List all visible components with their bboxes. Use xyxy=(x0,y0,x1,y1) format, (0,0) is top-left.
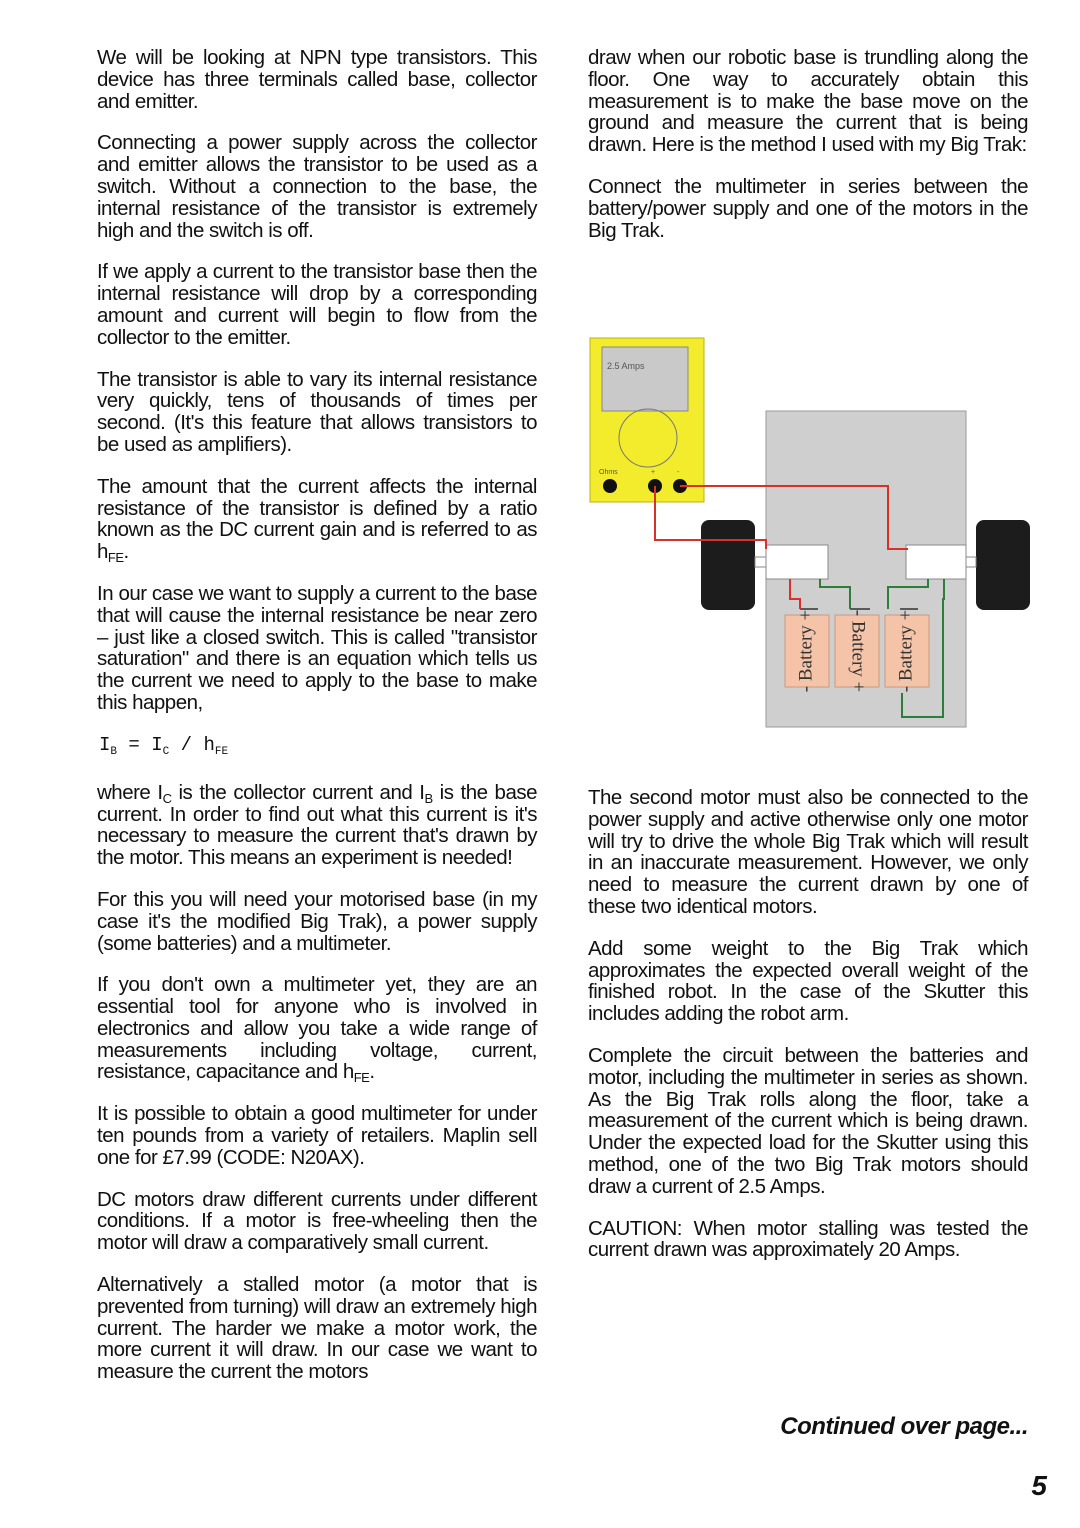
subscript: FE xyxy=(214,745,229,758)
equation-part: / h xyxy=(169,733,215,756)
paragraph-text: If you don't own a multimeter yet, they are an essential tool for anyone who is involved in electronics and allow you take a wide range of measurements including voltage, current, resistance, capacitance and h xyxy=(97,973,537,1084)
paragraph: Alternatively a stalled motor (a motor that is prevented from turning) will draw an extremely high current. The harder we make a motor work, the more current it will draw. In our case we want to measure the current the motors xyxy=(97,1273,537,1384)
right-motor-shaft xyxy=(966,557,976,567)
paragraph: draw when our robotic base is trundling along the floor. One way to accurately obtain this measurement is to make the base move on the ground and measure the current that is being drawn. Here is the method I used with my Big Trak: xyxy=(588,46,1028,157)
left-motor-shaft xyxy=(755,557,766,567)
paragraph: In our case we want to supply a current to the base that will cause the internal resistance be near zero – just like a closed switch. This is called "transistor saturation" and there is an equation which tells us the current we need to apply to the base to make this happen, xyxy=(97,581,537,714)
right-motor xyxy=(906,545,966,579)
paragraph-text: is the base current. In order to find out what this current is it's necessary to measure the current that's drawn by the motor. This means an experiment is needed! xyxy=(97,780,538,870)
multimeter xyxy=(590,338,704,502)
paragraph-text: where I xyxy=(97,780,163,804)
multimeter-reading: 2.5 Amps xyxy=(607,361,645,371)
paragraph: It is possible to obtain a good multimeter for under ten pounds from a variety of retailers. Maplin sell one for £7.99 (CODE: N20AX). xyxy=(97,1102,537,1169)
paragraph: The transistor is able to vary its internal resistance very quickly, tens of thousands of times per second. (It's this feature that allows transistors to be used as amplifiers). xyxy=(97,367,537,456)
ohms-socket xyxy=(603,479,617,493)
continued-over-page: Continued over page... xyxy=(780,1413,1028,1440)
paragraph: CAUTION: When motor stalling was tested the current drawn was approximately 20 Amps. xyxy=(588,1216,1028,1262)
right-motor-wheel xyxy=(976,520,1030,610)
paragraph: DC motors draw different currents under different conditions. If a motor is free-wheeling then the motor will draw a comparatively small current. xyxy=(97,1187,537,1255)
subscript: C xyxy=(162,790,172,806)
minus-label: - xyxy=(677,469,680,476)
equation xyxy=(99,734,537,756)
ohms-label: Ohms xyxy=(599,469,618,476)
left-column xyxy=(97,47,537,1403)
paragraph xyxy=(97,474,537,566)
equation-part: I xyxy=(99,733,111,756)
paragraph-text: . xyxy=(123,540,129,564)
paragraph: Connect the multimeter in series between the battery/power supply and one of the motors in the Big Trak. xyxy=(588,174,1028,242)
right-column-top xyxy=(588,47,1028,261)
subscript: C xyxy=(162,745,170,758)
left-motor xyxy=(766,545,828,579)
subscript: B xyxy=(424,790,433,806)
paragraph-text: . xyxy=(369,1060,375,1084)
paragraph xyxy=(97,782,537,869)
paragraph: Complete the circuit between the batteries and motor, including the multimeter in series as shown. As the Big Trak rolls along the floor, take a measurement of the current which is being drawn. Under the expected load for the Skutter using this method, one of the two Big Trak motors should draw a current of 2.5 Amps. xyxy=(588,1043,1028,1198)
paragraph: For this you will need your motorised base (in my case it's the modified Big Trak), a power supply (some batteries) and a multimeter. xyxy=(97,887,537,955)
battery-label: - Battery + xyxy=(847,609,869,693)
paragraph: Add some weight to the Big Trak which approximates the expected overall weight of the finished robot. In the case of the Skutter this includes adding the robot arm. xyxy=(588,936,1028,1026)
circuit-diagram xyxy=(588,335,1033,735)
paragraph xyxy=(97,973,537,1086)
battery-pack xyxy=(785,609,929,692)
paragraph: The second motor must also be connected to the power supply and active otherwise only one motor will try to drive the whole Big Trak which will result in an inaccurate measurement. However, we only need to measure the current drawn by one of these two identical motors. xyxy=(588,786,1028,918)
page-number: 5 xyxy=(1031,1470,1047,1501)
subscript: B xyxy=(110,745,118,758)
paragraph-text: The amount that the current affects the internal resistance of the transistor is defined by a ratio known as the DC current gain and is referred to as h xyxy=(97,474,537,564)
paragraph: Connecting a power supply across the collector and emitter allows the transistor to be used as a switch. Without a connection to the base, the internal resistance of the transistor is extremely high and the switch is off. xyxy=(97,131,537,242)
paragraph: If we apply a current to the transistor base then the internal resistance will drop by a corresponding amount and current will begin to flow from the collector to the emitter. xyxy=(97,260,537,349)
paragraph-text: is the collector current and I xyxy=(171,780,425,804)
battery-label: - Battery + xyxy=(795,609,817,693)
plus-label: + xyxy=(651,469,656,476)
subscript: FE xyxy=(107,550,124,566)
battery-label: - Battery + xyxy=(895,609,917,693)
paragraph: We will be looking at NPN type transistors. This device has three terminals called base, collector and emitter. xyxy=(97,46,537,113)
right-column-bottom xyxy=(588,787,1028,1281)
equation-part: = I xyxy=(117,733,163,756)
subscript: FE xyxy=(353,1070,370,1086)
left-motor-wheel xyxy=(701,520,755,610)
multimeter-display xyxy=(602,347,688,411)
